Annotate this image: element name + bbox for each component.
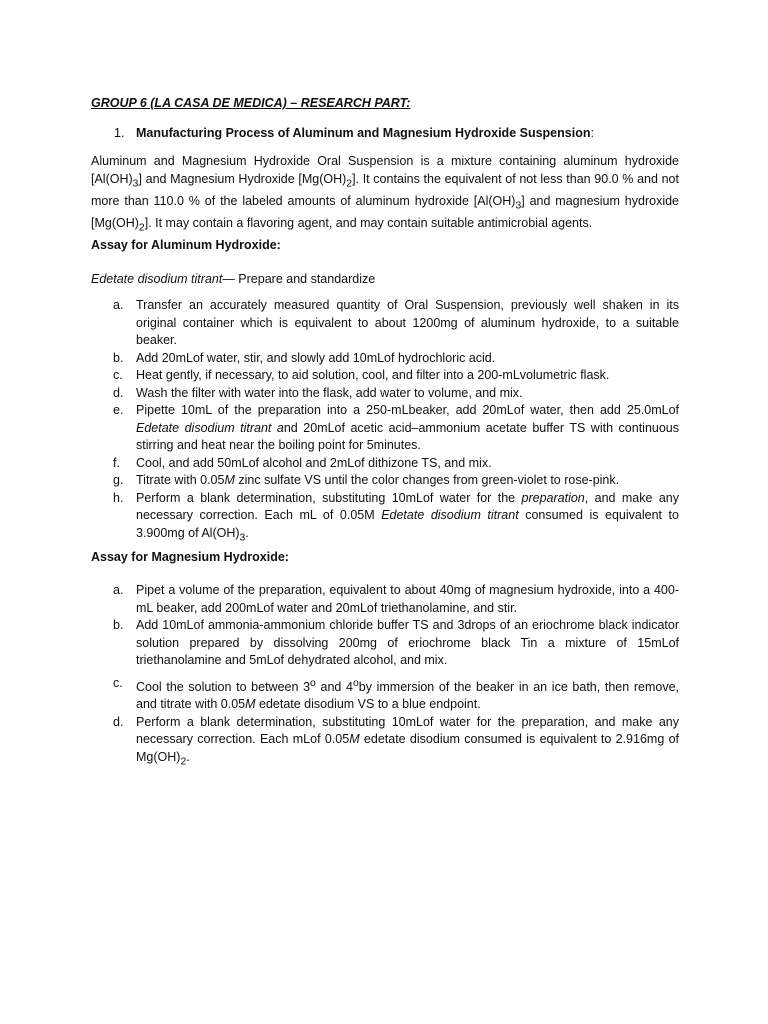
list-item-italic: M xyxy=(349,732,360,747)
magnesium-assay-heading: Assay for Magnesium Hydroxide: xyxy=(91,550,289,564)
list-marker: a. xyxy=(113,583,124,597)
list-item xyxy=(91,675,679,714)
list-marker: g. xyxy=(113,473,124,487)
list-item-text: Add 20mLof water, stir, and slowly add 10mLof hydrochloric acid. xyxy=(136,350,496,365)
list-marker: a. xyxy=(113,298,124,312)
list-item-italic: preparation xyxy=(521,490,585,505)
list-marker: c. xyxy=(113,675,123,690)
list-item-text: Cool, and add 50mLof alcohol and 2mLof dithizone TS, and mix. xyxy=(136,455,492,470)
list-item-text: Cool the solution to between 3 xyxy=(136,679,311,694)
list-marker: d. xyxy=(113,714,124,729)
list-item xyxy=(91,367,679,385)
magnesium-steps-list xyxy=(91,582,679,771)
list-item-text: . xyxy=(245,525,249,540)
list-item-text: Heat gently, if necessary, to aid solution, cool, and filter into a 200-mLvolumetric flask. xyxy=(136,368,610,382)
intro-sub-2: 2 xyxy=(346,178,353,189)
list-item xyxy=(91,490,679,547)
list-item-text: Wash the filter with water into the flask, add water to volume, and mix. xyxy=(136,385,523,400)
list-marker: c. xyxy=(113,368,123,382)
intro-text-4: ] and magnesium hydroxide [Mg(OH) xyxy=(91,193,679,230)
list-item-text: Pipette 10mL of the preparation into a 250-mLbeaker, add 20mLof water, then add 25.0mLof xyxy=(136,403,679,417)
document-title: GROUP 6 (LA CASA DE MEDICA) – RESEARCH PART: xyxy=(91,96,411,110)
intro-text-3: ]. It contains the equivalent of not less than 90.0 % and not more than 110.0 % of the labeled amounts of aluminum hydroxide [Al(OH) xyxy=(91,171,679,208)
list-item-text: zinc sulfate VS until the color changes from green-violet to rose-pink. xyxy=(234,473,620,487)
list-item-text: edetate disodium consumed is equivalent to 2.916mg of Mg(OH) xyxy=(136,732,680,764)
list-item-text: Pipet a volume of the preparation, equivalent to about 40mg of magnesium hydroxide, into a 400-mL beaker, add 200mLof water and 20mLof triethanolamine, and stir. xyxy=(136,583,679,615)
intro-paragraph xyxy=(91,153,679,237)
intro-sub-1: 3 xyxy=(132,178,139,189)
list-item-text: Add 10mLof ammonia-ammonium chloride buffer TS and 3drops of an eriochrome black indicator solution prepared by dissolving 200mg of eriochrome black Tin a mixture of 15mLof triethanolamine and 5mLof dehydrated alcohol, and mix. xyxy=(136,618,679,667)
list-item-italic: M xyxy=(245,697,256,712)
intro-text-5: ]. It may contain a flavoring agent, and may contain suitable antimicrobial agents. xyxy=(144,215,593,230)
list-item-text: . xyxy=(186,749,190,764)
list-item xyxy=(91,617,679,670)
list-item xyxy=(91,714,679,771)
list-marker: d. xyxy=(113,385,124,400)
list-marker: b. xyxy=(113,350,124,365)
list-item xyxy=(91,297,679,350)
list-marker: b. xyxy=(113,618,124,632)
list-item-sub: 3 xyxy=(239,532,246,543)
section-title xyxy=(136,125,594,143)
list-item-italic: Edetate disodium titrant xyxy=(381,508,519,522)
list-item-text: consumed is equivalent to 3.900mg of Al(OH) xyxy=(136,508,679,540)
list-item-text: edetate disodium VS to a blue endpoint. xyxy=(255,697,481,712)
list-item xyxy=(91,455,679,473)
list-item-text: , and make any necessary correction. Each mL of 0.05M xyxy=(136,490,679,522)
edta-titrant-note xyxy=(91,271,679,289)
list-marker: h. xyxy=(113,490,124,505)
list-item-text: Perform a blank determination, substituting 10mLof water for the xyxy=(136,490,522,505)
list-item-italic: Edetate disodium titrant a xyxy=(136,420,284,435)
list-item-text: by immersion of the beaker in an ice bath, then remove, and titrate with 0.05 xyxy=(136,679,679,712)
list-marker: f. xyxy=(113,455,120,470)
edta-titrant-italic: Edetate disodium titrant xyxy=(91,272,223,286)
list-item-italic: M xyxy=(224,473,235,487)
list-item-text: nd 20mLof acetic acid–ammonium acetate buffer TS with continuous stirring and heat near the boiling point for 5minutes. xyxy=(136,420,680,452)
section-title-colon: : xyxy=(590,126,594,140)
list-item-text: and 4 xyxy=(315,679,353,694)
aluminum-steps-list xyxy=(91,297,679,547)
list-item-text: Transfer an accurately measured quantity of Oral Suspension, previously well shaken in its original container which is equivalent to about 1200mg of aluminum hydroxide, to a suitable beaker. xyxy=(136,298,679,347)
list-item xyxy=(91,350,679,368)
list-item xyxy=(91,402,679,455)
intro-sub-4: 2 xyxy=(138,222,145,233)
list-item xyxy=(91,385,679,403)
list-marker: e. xyxy=(113,403,124,417)
list-item-text: Titrate with 0.05 xyxy=(136,473,225,487)
list-item xyxy=(91,582,679,617)
intro-sub-3: 3 xyxy=(515,200,522,211)
list-item xyxy=(91,472,679,490)
edta-titrant-rest: — Prepare and standardize xyxy=(222,272,376,286)
list-item-sub: 2 xyxy=(180,756,187,768)
degree-sup: o xyxy=(352,677,359,689)
intro-text-2: ] and Magnesium Hydroxide [Mg(OH) xyxy=(138,171,347,186)
aluminum-assay-heading: Assay for Aluminum Hydroxide: xyxy=(91,238,281,252)
section-number: 1. xyxy=(114,126,125,140)
section-title-text: Manufacturing Process of Aluminum and Magnesium Hydroxide Suspension xyxy=(136,126,591,140)
degree-sup: o xyxy=(310,677,316,689)
list-item-text: Perform a blank determination, substituting 10mLof water for the preparation, and make any necessary correction. Each mLof 0.05 xyxy=(136,714,679,747)
intro-text-1: Aluminum and Magnesium Hydroxide Oral Suspension is a mixture containing aluminum hydroxide [Al(OH) xyxy=(91,154,679,186)
